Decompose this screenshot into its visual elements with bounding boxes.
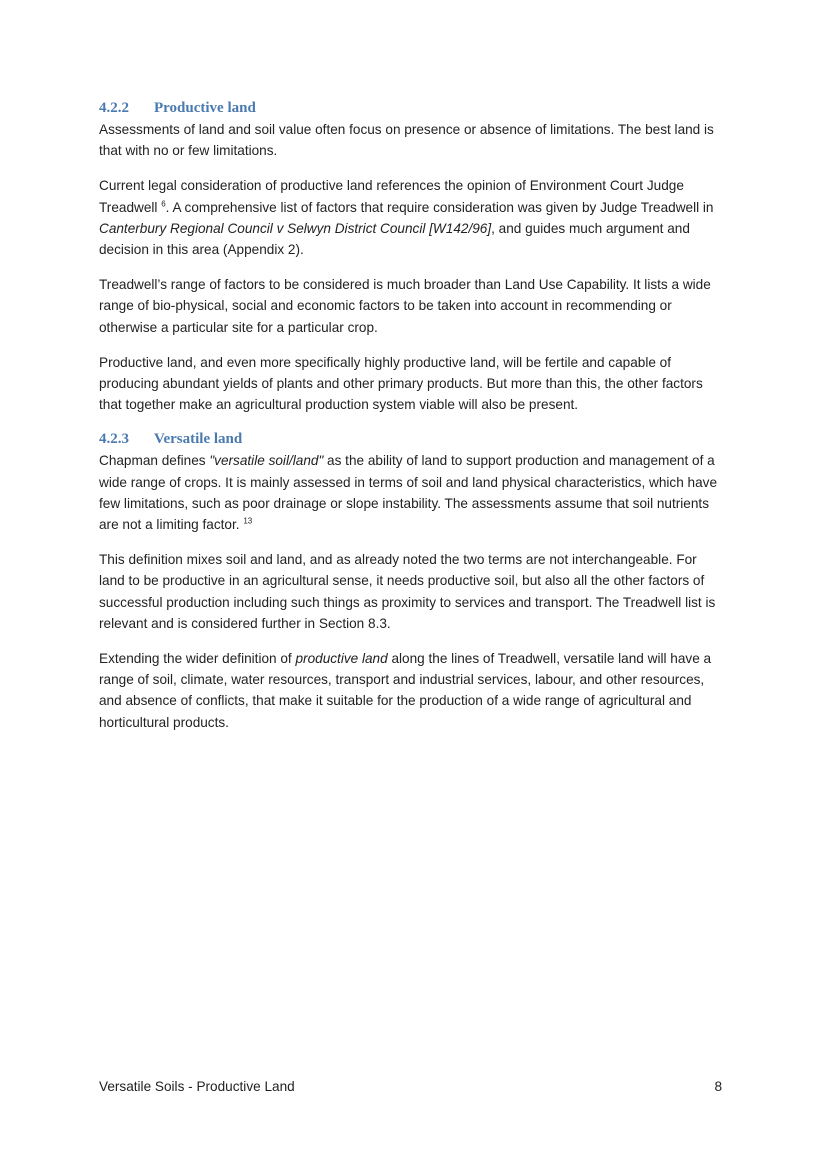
paragraph: Productive land, and even more specifically highly productive land, will be fertile and capable of producing abundant yields of plants and other primary products. But more than this, the other factors that together make an agricultural production system viable will also be present.	[99, 354, 703, 413]
section-title: Versatile land	[154, 431, 243, 448]
section-heading-productive-land	[99, 98, 723, 118]
footnote-ref: 13	[243, 516, 253, 526]
text-run: Extending the wider definition of	[99, 651, 296, 667]
text-run: Chapman defines	[99, 453, 210, 469]
paragraph	[99, 175, 723, 260]
text-run: . A comprehensive list of factors that require consideration was given by Judge Treadwell in	[165, 199, 714, 215]
section-number: 4.2.3	[99, 431, 129, 448]
footer-title: Versatile Soils - Productive Land	[99, 1079, 295, 1094]
footnote-ref: 6	[161, 199, 166, 209]
section-title: Productive land	[154, 100, 256, 116]
text-run: along the lines of Treadwell, versatile land will have a range of soil, climate, water resources, transport and industrial services, labour, and other resources, and absence of conflicts, that make it suitable for the production of a wide range of agricultural and horticultural products.	[99, 651, 712, 730]
text-run: Current legal consideration of productive land references the opinion of Environment Court Judge Treadwell	[99, 178, 684, 215]
paragraph: Treadwell’s range of factors to be considered is much broader than Land Use Capability. It lists a wide range of bio-physical, social and economic factors to be taken into account in recommending or otherwise a particular site for a particular crop.	[99, 277, 711, 335]
case-citation: Canterbury Regional Council v Selwyn District Council [W142/96]	[99, 220, 492, 236]
quoted-term: "versatile soil/land"	[209, 453, 324, 469]
section-number: 4.2.2	[99, 100, 129, 116]
text-run: , and guides much argument and decision in this area (Appendix 2).	[99, 220, 690, 258]
section-heading-versatile-land	[99, 429, 723, 449]
paragraph	[99, 450, 723, 535]
paragraph	[99, 648, 723, 733]
page-content	[99, 98, 723, 747]
page-number: 8	[714, 1079, 722, 1094]
emphasized-term: productive land	[295, 651, 388, 667]
paragraph: Assessments of land and soil value often focus on presence or absence of limitations. The best land is that with no or few limitations.	[99, 122, 714, 159]
text-run: as the ability of land to support production and management of a wide range of crops. It is mainly assessed in terms of soil and land physical characteristics, which have few limitations, such as poor drainage or slope instability. The assessments assume that soil nutrients are not a limiting factor.	[99, 453, 718, 533]
paragraph: This definition mixes soil and land, and as already noted the two terms are not interchangeable. For land to be productive in an agricultural sense, it needs productive soil, but also all the other factors of successful production including such things as proximity to services and transport. The Treadwell list is relevant and is considered further in Section 8.3.	[99, 552, 716, 631]
